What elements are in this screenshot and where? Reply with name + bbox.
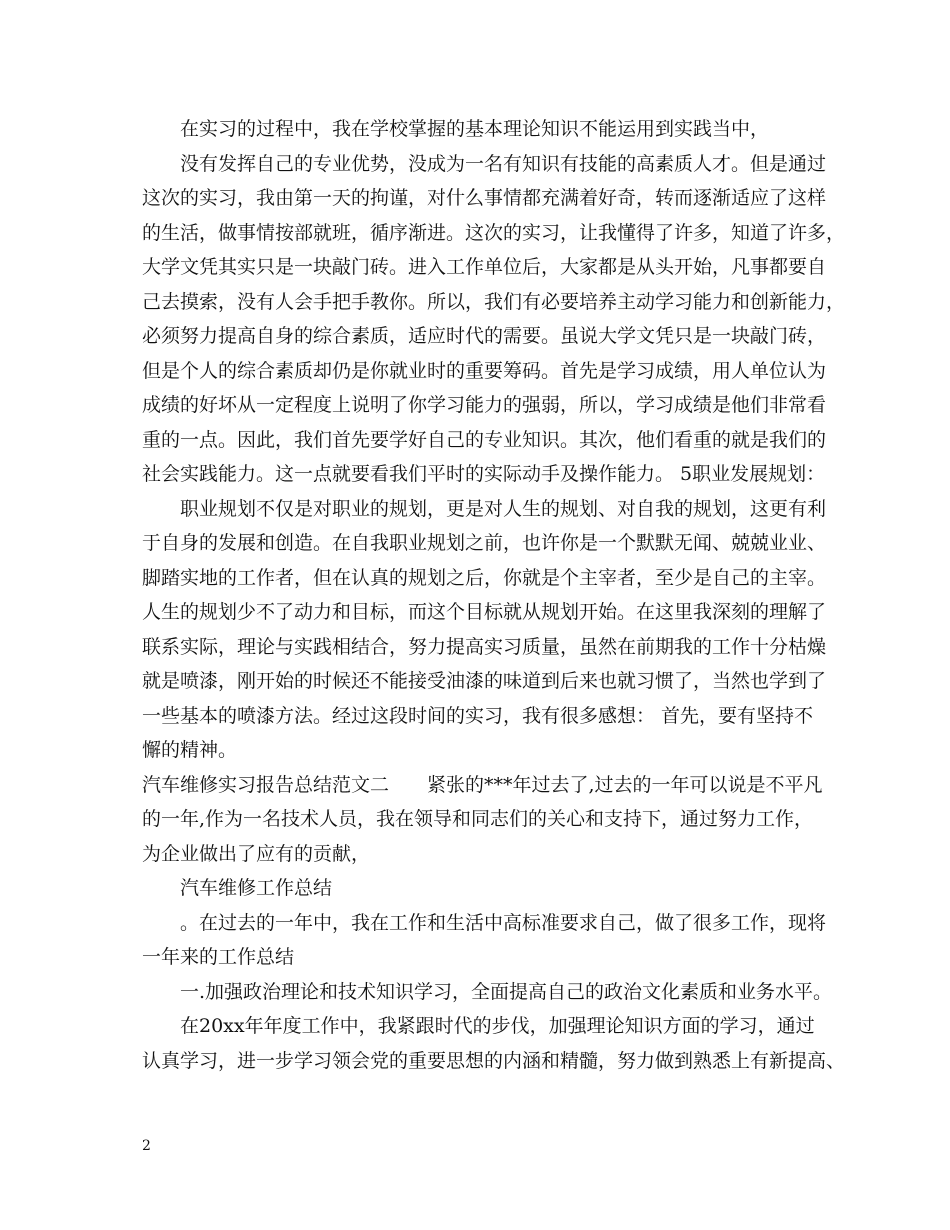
text-line: 职业规划不仅是对职业的规划，更是对人生的规划、对自我的规划，这更有利 [180, 497, 827, 520]
text-line: 在实习的过程中，我在学校掌握的基本理论知识不能运用到实践当中， [180, 118, 770, 140]
text-line: 一些基本的喷漆方法。经过这段时间的实习，我有很多感想： 首先，要有坚持不 [142, 704, 814, 727]
text-line: 认真学习，进一步学习领会党的重要思想的内涵和精髓，努力做到熟悉上有新提高、 [142, 1049, 846, 1072]
page-number: 2 [142, 1138, 151, 1154]
text-line: 就是喷漆，刚开始的时候还不能接受油漆的味道到后来也就习惯了，当然也学到了 [142, 670, 827, 692]
text-line: 一.加强政治理论和技术知识学习，全面提高自己的政治文化素质和业务水平。 [180, 980, 833, 1003]
text-line: 的生活，做事情按部就班，循序渐进。这次的实习，让我懂得了许多，知道了许多， [142, 221, 846, 244]
text-line: 必须努力提高自身的综合素质，适应时代的需要。虽说大学文凭只是一块敲门砖， [142, 325, 827, 347]
text-line: 。在过去的一年中，我在工作和生活中高标准要求自己，做了很多工作，现将 [180, 911, 827, 934]
text-line: 汽车维修实习报告总结范文二 紧张的***年过去了,过去的一年可以说是不平凡 [142, 773, 823, 796]
text-line: 社会实践能力。这一点就要看我们平时的实际动手及操作能力。 5职业发展规划： [142, 463, 826, 485]
text-line: 成绩的好坏从一定程度上说明了你学习能力的强弱，所以，学习成绩是他们非常看 [142, 394, 827, 416]
text-line: 没有发挥自己的专业优势，没成为一名有知识有技能的高素质人才。但是通过 [180, 152, 827, 175]
text-line: 这次的实习，我由第一天的拘谨，对什么事情都充满着好奇，转而逐渐适应了这样 [142, 187, 827, 209]
text-line: 在20xx年年度工作中，我紧跟时代的步伐，加强理论知识方面的学习，通过 [180, 1015, 815, 1037]
text-line: 为企业做出了应有的贡献， [142, 842, 371, 865]
text-line: 但是个人的综合素质却仍是你就业时的重要筹码。首先是学习成绩，用人单位认为 [142, 359, 827, 382]
text-line: 于自身的发展和创造。在自我职业规划之前，也许你是一个默默无闻、兢兢业业、 [142, 532, 827, 554]
text-line: 重的一点。因此，我们首先要学好自己的专业知识。其次，他们看重的就是我们的 [142, 428, 827, 451]
section-heading: 汽车维修工作总结 [180, 877, 333, 899]
text-line: 人生的规划少不了动力和目标，而这个目标就从规划开始。在这里我深刻的理解了 [142, 601, 827, 623]
text-line: 大学文凭其实只是一块敲门砖。进入工作单位后，大家都是从头开始，凡事都要自 [142, 256, 827, 278]
text-line: 一年来的工作总结 [142, 946, 295, 968]
text-line: 联系实际，理论与实践相结合，努力提高实习质量，虽然在前期我的工作十分枯燥 [142, 635, 827, 658]
text-line: 脚踏实地的工作者，但在认真的规划之后，你就是个主宰者，至少是自己的主宰。 [142, 566, 827, 589]
text-line: 己去摸索，没有人会手把手教你。所以，我们有必要培养主动学习能力和创新能力， [142, 290, 846, 313]
text-line: 的一年,作为一名技术人员，我在领导和同志们的关心和支持下，通过努力工作， [142, 808, 814, 830]
text-line: 懈的精神。 [142, 739, 238, 761]
body-text [142, 112, 846, 1078]
